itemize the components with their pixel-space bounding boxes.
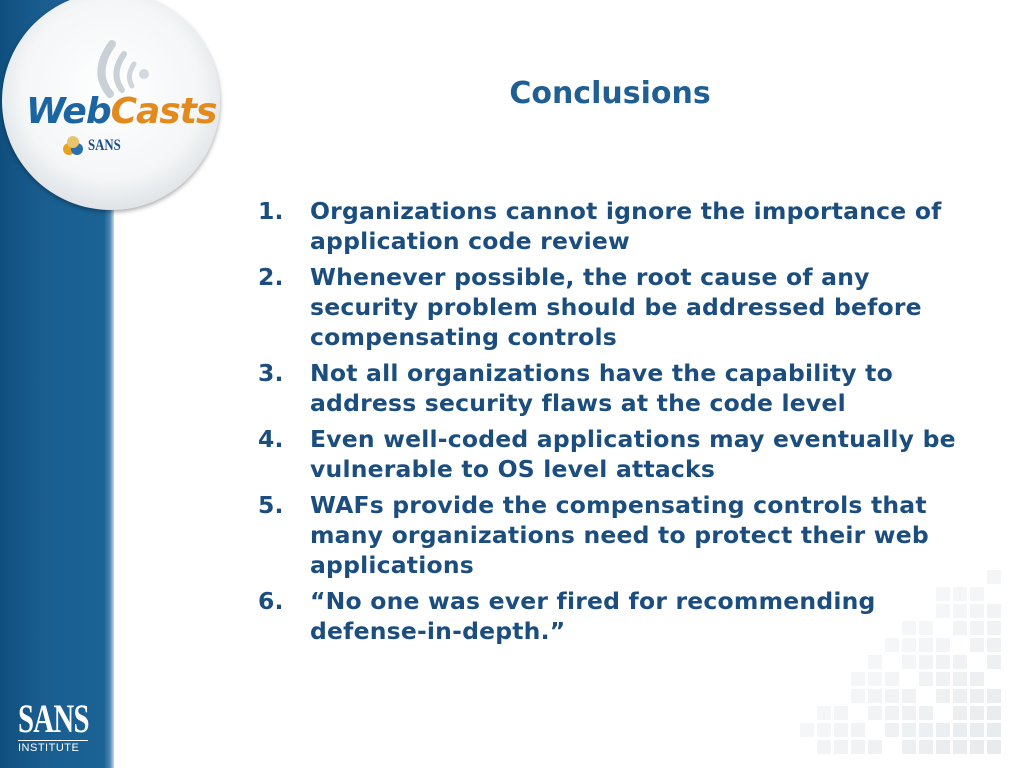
list-item xyxy=(258,262,998,352)
decorative-square xyxy=(919,723,933,737)
decorative-square xyxy=(885,706,899,720)
decorative-square xyxy=(851,672,865,686)
decorative-square xyxy=(800,723,814,737)
list-item-number: 2. xyxy=(258,263,284,291)
decorative-square xyxy=(953,723,967,737)
list-item-text: WAFs provide the compensating controls that many organizations need to protect their web applications xyxy=(310,491,929,579)
decorative-square xyxy=(902,689,916,703)
decorative-square xyxy=(970,587,984,601)
list-item-number: 4. xyxy=(258,425,284,453)
decorative-square xyxy=(987,740,1001,754)
decorative-square xyxy=(936,604,950,618)
decorative-square xyxy=(919,621,933,635)
decorative-square xyxy=(817,723,831,737)
list-item xyxy=(258,358,998,418)
list-item-number: 5. xyxy=(258,491,284,519)
webcasts-badge xyxy=(2,0,220,210)
decorative-square xyxy=(817,706,831,720)
decorative-square xyxy=(868,655,882,669)
decorative-square xyxy=(987,706,1001,720)
decorative-square xyxy=(902,621,916,635)
slide-title: Conclusions xyxy=(509,76,711,111)
decorative-square xyxy=(868,689,882,703)
decorative-square xyxy=(936,740,950,754)
decorative-square xyxy=(885,723,899,737)
decorative-square xyxy=(885,672,899,686)
decorative-square xyxy=(987,570,1001,584)
decorative-square xyxy=(919,740,933,754)
decorative-square xyxy=(936,638,950,652)
decorative-square xyxy=(834,723,848,737)
badge-sans-mark xyxy=(62,134,129,158)
decorative-square xyxy=(834,706,848,720)
decorative-square xyxy=(953,689,967,703)
decorative-square xyxy=(987,689,1001,703)
decorative-square xyxy=(987,655,1001,669)
webcasts-wordmark xyxy=(26,92,216,132)
list-item-text: Even well-coded applications may eventually be vulnerable to OS level attacks xyxy=(310,425,956,483)
decorative-square xyxy=(970,689,984,703)
decorative-square xyxy=(970,621,984,635)
decorative-square xyxy=(970,672,984,686)
decorative-square xyxy=(953,604,967,618)
decorative-square xyxy=(919,706,933,720)
decorative-square xyxy=(885,638,899,652)
decorative-square xyxy=(936,723,950,737)
decorative-square xyxy=(902,723,916,737)
webcasts-word-web: Web xyxy=(26,91,111,132)
decorative-square xyxy=(970,706,984,720)
decorative-square xyxy=(953,672,967,686)
list-item-number: 3. xyxy=(258,359,284,387)
decorative-square xyxy=(902,706,916,720)
decorative-square xyxy=(987,621,1001,635)
decorative-square xyxy=(970,723,984,737)
list-item xyxy=(258,196,998,256)
decorative-squares xyxy=(800,560,1024,768)
badge-sans-text: SANS xyxy=(88,137,121,154)
decorative-square xyxy=(953,655,967,669)
decorative-square xyxy=(970,638,984,652)
decorative-square xyxy=(987,638,1001,652)
decorative-square xyxy=(970,604,984,618)
decorative-square xyxy=(868,706,882,720)
decorative-square xyxy=(868,672,882,686)
decorative-square xyxy=(987,604,1001,618)
decorative-square xyxy=(902,740,916,754)
decorative-square xyxy=(953,740,967,754)
decorative-square xyxy=(953,587,967,601)
decorative-square xyxy=(817,740,831,754)
decorative-square xyxy=(936,655,950,669)
decorative-square xyxy=(851,723,865,737)
decorative-square xyxy=(970,740,984,754)
decorative-square xyxy=(851,740,865,754)
list-item-number: 6. xyxy=(258,587,284,615)
decorative-square xyxy=(868,740,882,754)
decorative-square xyxy=(936,689,950,703)
decorative-square xyxy=(919,672,933,686)
decorative-square xyxy=(953,621,967,635)
webcasts-word-casts: Casts xyxy=(110,91,217,132)
list-item xyxy=(258,424,998,484)
decorative-square xyxy=(936,587,950,601)
decorative-square xyxy=(919,638,933,652)
sans-logo-name: SANS xyxy=(18,696,89,741)
list-item-text: Not all organizations have the capability to address security flaws at the code level xyxy=(310,359,893,417)
decorative-square xyxy=(851,689,865,703)
list-item-text: Organizations cannot ignore the importance of application code review xyxy=(310,197,942,255)
list-item-number: 1. xyxy=(258,197,284,225)
sans-logo-sub: INSTITUTE xyxy=(18,740,88,754)
decorative-square xyxy=(987,723,1001,737)
decorative-square xyxy=(902,655,916,669)
decorative-square xyxy=(953,706,967,720)
decorative-square xyxy=(919,655,933,669)
decorative-square xyxy=(902,638,916,652)
decorative-square xyxy=(834,740,848,754)
sans-institute-logo xyxy=(18,696,98,754)
list-item-text: Whenever possible, the root cause of any security problem should be addressed before compensating controls xyxy=(310,263,922,351)
decorative-square xyxy=(885,689,899,703)
list-item-text: “No one was ever fired for recommending defense-in-depth.” xyxy=(310,587,876,645)
sans-globe-icon xyxy=(62,135,84,157)
decorative-square xyxy=(936,672,950,686)
